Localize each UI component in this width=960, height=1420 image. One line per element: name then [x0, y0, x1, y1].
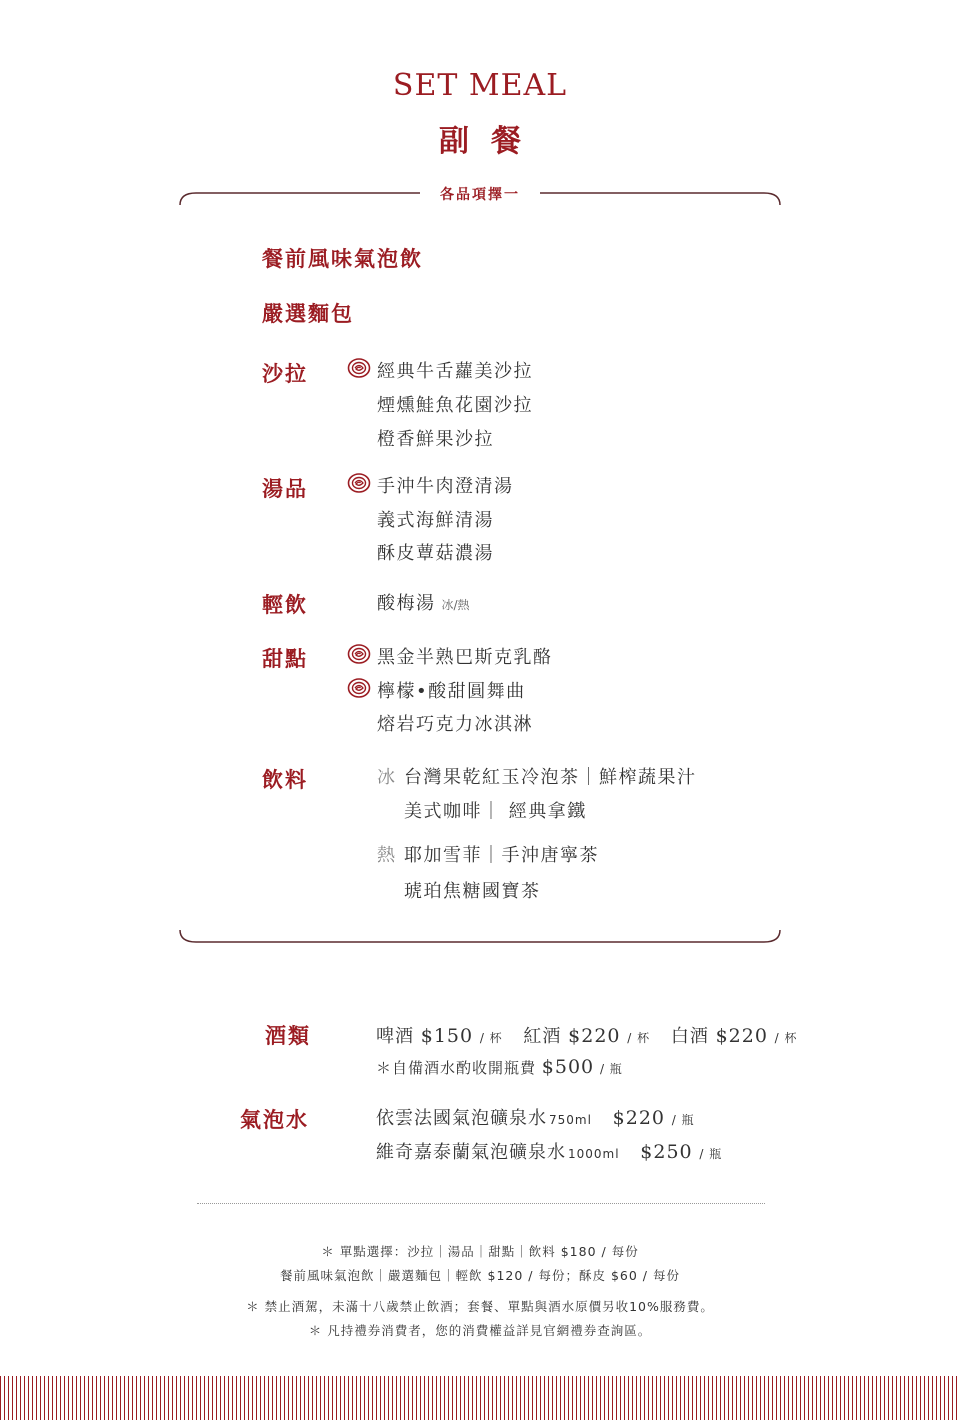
light-drink-note: 冰/熱 [441, 598, 470, 612]
hot-label: 熱 [377, 845, 395, 866]
rose-icon [347, 677, 371, 699]
soup-item: 酥皮蕈菇濃湯 [377, 543, 494, 564]
dessert-item: 熔岩巧克力冰淇淋 [377, 714, 533, 735]
salad-item: 經典牛舌蘿美沙拉 [377, 361, 533, 382]
sparkling-item-name: 依雲法國氣泡礦泉水 [376, 1108, 547, 1129]
beer-name: 啤酒 [376, 1026, 414, 1047]
corkage-text: ＊自備酒水酌收開瓶費 [376, 1059, 537, 1077]
soup-item: 義式海鮮清湯 [377, 510, 494, 531]
category-beverage: 飲料 [262, 768, 308, 792]
corkage-price: $500 [541, 1056, 595, 1078]
red-wine-price: $220 [568, 1025, 621, 1047]
light-drink-item [377, 589, 470, 615]
cold-label: 冰 [377, 767, 395, 788]
soup-item: 手沖牛肉澄清湯 [377, 476, 514, 497]
dessert-item: 黑金半熟巴斯克乳酪 [377, 647, 553, 668]
page-title-en: SET MEAL [392, 68, 568, 103]
page-title-zh: 副餐 [439, 124, 543, 159]
sparkling-item-price: $250 [640, 1141, 693, 1163]
cold-drinks-line: 美式咖啡｜ 經典拿鐵 [404, 801, 587, 822]
category-alcohol: 酒類 [265, 1024, 311, 1048]
white-wine-unit: / 杯 [774, 1031, 798, 1045]
sparkling-item-unit: / 瓶 [699, 1147, 723, 1161]
corkage-unit: / 瓶 [599, 1062, 623, 1076]
category-sparkling-water: 氣泡水 [240, 1108, 309, 1132]
rose-icon [347, 472, 371, 494]
footer-note: 餐前風味氣泡飲｜嚴選麵包｜輕飲 $120 / 每份；酥皮 $60 / 每份 [280, 1268, 680, 1283]
white-wine-price: $220 [715, 1025, 768, 1047]
sparkling-item [376, 1138, 722, 1164]
beer-price: $150 [420, 1025, 474, 1047]
footer-note: ＊ 凡持禮券消費者，您的消費權益詳見官網禮券查詢區。 [308, 1323, 652, 1338]
footer-note: ＊ 單點選擇：沙拉｜湯品｜甜點｜飲料 $180 / 每份 [321, 1244, 639, 1259]
aperitif-item: 餐前風味氣泡飲 [262, 247, 423, 271]
category-light-drink: 輕飲 [262, 593, 308, 617]
salad-item: 煙燻鮭魚花園沙拉 [377, 395, 533, 416]
light-drink-name: 酸梅湯 [377, 593, 436, 614]
sparkling-item-volume: 750ml [549, 1113, 592, 1127]
category-soup: 湯品 [262, 477, 308, 501]
sparkling-item-volume: 1000ml [568, 1147, 620, 1161]
white-wine-name: 白酒 [670, 1026, 709, 1047]
sparkling-item-price: $220 [612, 1107, 666, 1129]
alcohol-prices [376, 1022, 798, 1048]
rose-icon [347, 357, 371, 379]
footer-note: ＊ 禁止酒駕，未滿十八歲禁止飲酒；套餐、單點與酒水原價另收10%服務費。 [246, 1299, 714, 1314]
bread-item: 嚴選麵包 [262, 302, 354, 326]
cold-drinks-line: 台灣果乾紅玉冷泡茶｜鮮榨蔬果汁 [404, 767, 697, 788]
rose-icon [347, 643, 371, 665]
sparkling-item [376, 1104, 695, 1130]
red-wine-unit: / 杯 [627, 1031, 651, 1045]
sparkling-item-unit: / 瓶 [671, 1113, 695, 1127]
dessert-item: 檸檬•酸甜圓舞曲 [377, 681, 526, 702]
decorative-stripes [0, 1376, 960, 1420]
category-dessert: 甜點 [262, 647, 308, 671]
category-salad: 沙拉 [262, 362, 308, 386]
salad-item: 橙香鮮果沙拉 [377, 429, 494, 450]
beer-unit: / 杯 [479, 1031, 503, 1045]
sparkling-item-name: 維奇嘉泰蘭氣泡礦泉水 [376, 1142, 566, 1163]
hot-drinks-line: 琥珀焦糖國寶茶 [404, 881, 541, 902]
frame-label: 各品項擇一 [440, 187, 520, 203]
hot-drinks-line: 耶加雪菲｜手沖唐寧茶 [404, 845, 599, 866]
corkage-note [376, 1056, 623, 1078]
dotted-divider [197, 1203, 765, 1204]
red-wine-name: 紅酒 [523, 1026, 562, 1047]
